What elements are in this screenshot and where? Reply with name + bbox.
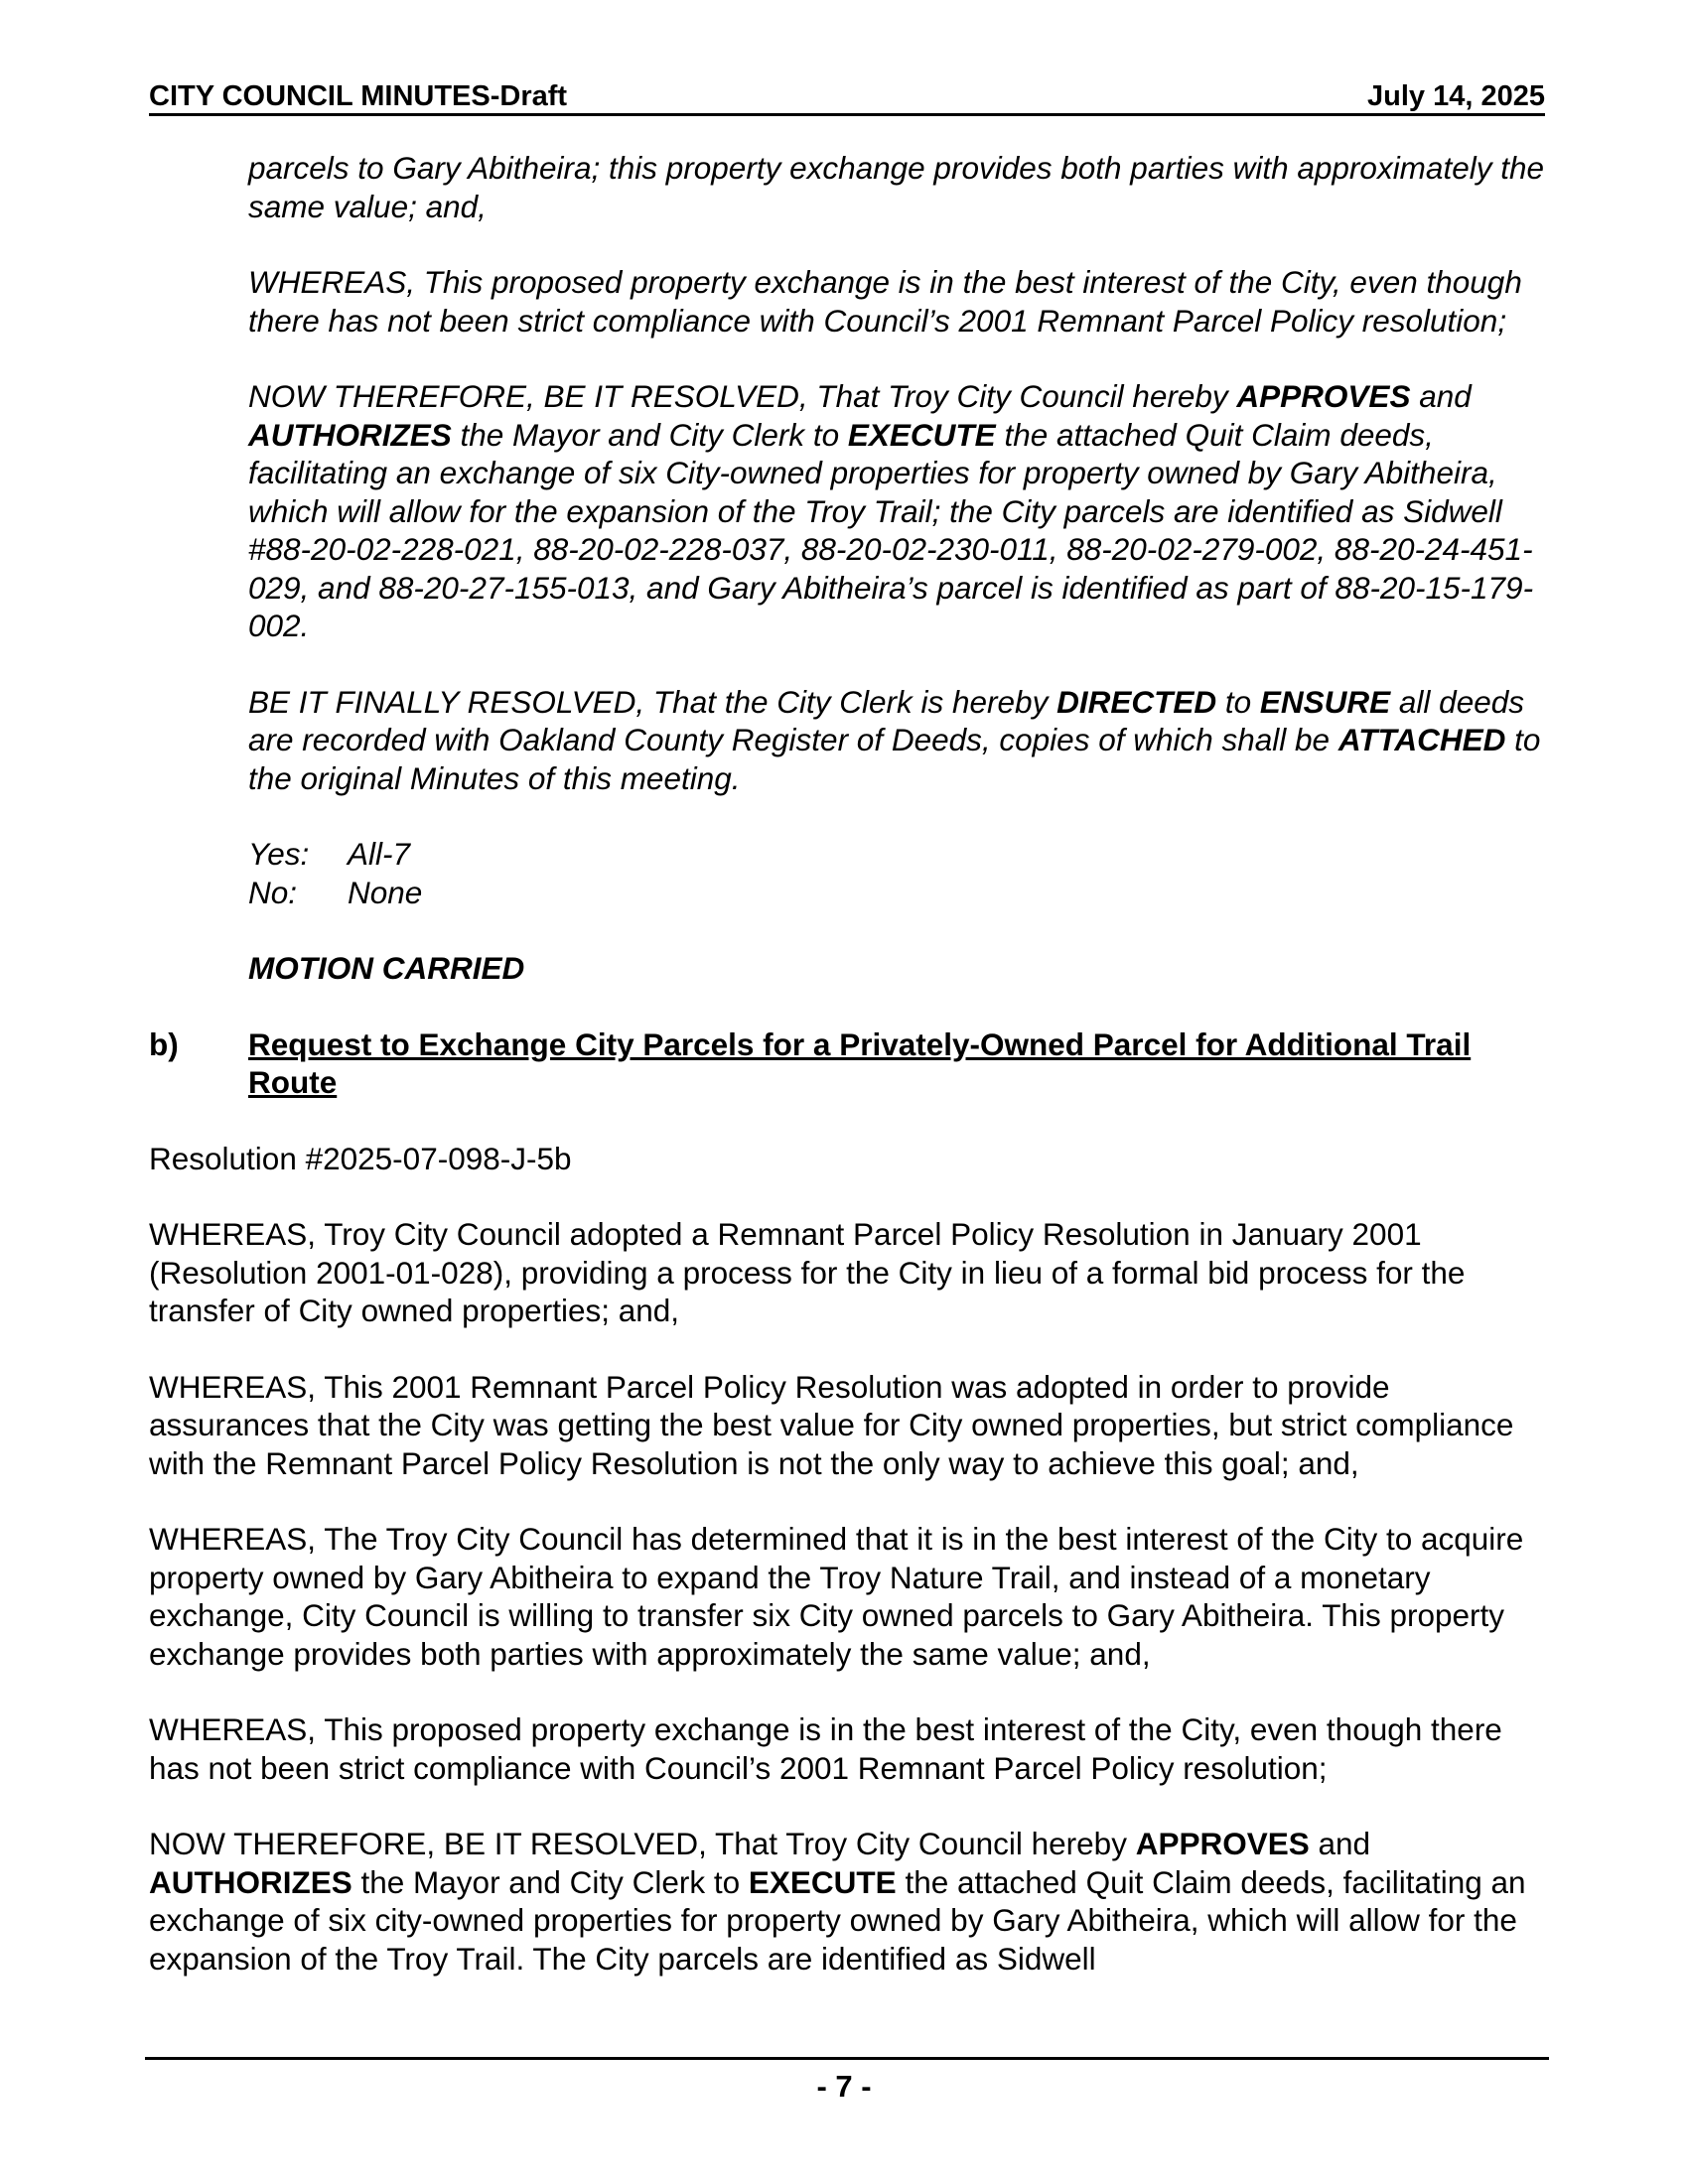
bold-term: APPROVES (1236, 378, 1411, 414)
text-run: NOW THEREFORE, BE IT RESOLVED, That Troy City Council hereby (149, 1826, 1136, 1861)
vote-yes-value: All-7 (348, 836, 411, 872)
vote-tally (248, 835, 1549, 911)
item-letter: b) (149, 1025, 179, 1062)
section-b-whereas-1: WHEREAS, Troy City Council adopted a Remnant Parcel Policy Resolution in January 2001 (Resolution 2001-01-028), providing a process for the City in lieu of a formal bid process for the transfer of City owned properties; and, (149, 1216, 1466, 1328)
text-run: BE IT FINALLY RESOLVED, That the City Clerk is hereby (248, 683, 1057, 720)
section-b-whereas-3: WHEREAS, The Troy City Council has determined that it is in the best interest of the City to acquire property owned by Gary Abitheira to expand the Troy Nature Trail, and instead of a monetary exchange, City Council is willing to transfer six City owned parcels to Gary Abitheira. This property exchange provides both parties with approximately the same value; and, (149, 1521, 1524, 1672)
item-title: Request to Exchange City Parcels for a Privately-Owned Parcel for Additional Trail Route (248, 1025, 1472, 1100)
document-title: CITY COUNCIL MINUTES-Draft (149, 80, 568, 112)
section-a-paragraph-1: parcels to Gary Abitheira; this property exchange provides both parties with approximately the same value; and, (248, 150, 1545, 224)
page-number: - 7 - (816, 2069, 872, 2104)
text-run: and (1410, 378, 1472, 414)
text-run: all deeds are recorded with Oakland County Register of Deeds, copies of which shall be (248, 683, 1525, 757)
text-run: the attached Quit Claim deeds, facilitating an exchange of six City-owned properties for property owned by Gary Abitheira, which will allow for the expansion of the Troy Trail; the City parcels are identified as Sidwell #88-20-02-228-021, 88-20-02-228-037, 88-20-02-230-011, 88-20-02-279-002, 88-20-24-451-029, and 88-20-27-155-013, and Gary Abitheira’s parcel is identified as part of 88-20-15-179-002. (248, 416, 1534, 643)
vote-yes-row (248, 835, 1549, 874)
bold-term: EXECUTE (847, 416, 996, 453)
vote-no-row (248, 874, 1549, 912)
section-b-whereas-2: WHEREAS, This 2001 Remnant Parcel Policy Resolution was adopted in order to provide assurances that the City was getting the best value for City owned properties, but strict compliance with the Remnant Parcel Policy Resolution is not the only way to achieve this goal; and, (149, 1368, 1514, 1481)
section-a-finally-resolved (248, 683, 1549, 798)
bold-term: ENSURE (1259, 683, 1391, 720)
text-run: to (1216, 683, 1260, 720)
text-run: the attached Quit Claim deeds, facilitating an exchange of six city-owned properties for property owned by Gary Abitheira, which will allow for the expansion of the Troy Trail. The City parcels are identified as Sidwell (149, 1863, 1526, 1977)
text-run: NOW THEREFORE, BE IT RESOLVED, That Troy City Council hereby (248, 378, 1237, 414)
document-date: July 14, 2025 (1367, 80, 1545, 112)
vote-no-label: No: (248, 874, 298, 910)
text-run: to the original Minutes of this meeting. (248, 722, 1541, 796)
text-run: the Mayor and City Clerk to (451, 416, 848, 453)
footer-rule (145, 2057, 1549, 2060)
bold-term: ATTACHED (1337, 722, 1506, 757)
motion-result: MOTION CARRIED (248, 950, 525, 986)
bold-term: EXECUTE (748, 1863, 897, 1900)
text-run: the Mayor and City Clerk to (352, 1863, 749, 1900)
bold-term: AUTHORIZES (149, 1863, 352, 1900)
vote-no-value: None (348, 874, 423, 910)
bold-term: AUTHORIZES (248, 416, 452, 453)
bold-term: DIRECTED (1056, 683, 1217, 720)
section-b-whereas-4: WHEREAS, This proposed property exchange is in the best interest of the City, even though there has not been strict compliance with Council’s 2001 Remnant Parcel Policy resolution; (149, 1711, 1502, 1786)
section-b-heading (149, 1025, 1549, 1102)
section-a-whereas: WHEREAS, This proposed property exchange is in the best interest of the City, even though there has not been strict compliance with Council’s 2001 Remnant Parcel Policy resolution; (248, 264, 1522, 339)
vote-yes-label: Yes: (248, 836, 310, 872)
page-body (149, 149, 1549, 2015)
section-a-resolved (248, 377, 1549, 645)
resolution-number: Resolution #2025-07-098-J-5b (149, 1140, 572, 1176)
bold-term: APPROVES (1135, 1826, 1310, 1861)
page-header (149, 81, 1545, 116)
text-run: and (1309, 1826, 1371, 1861)
section-b-resolved (149, 1825, 1549, 1978)
